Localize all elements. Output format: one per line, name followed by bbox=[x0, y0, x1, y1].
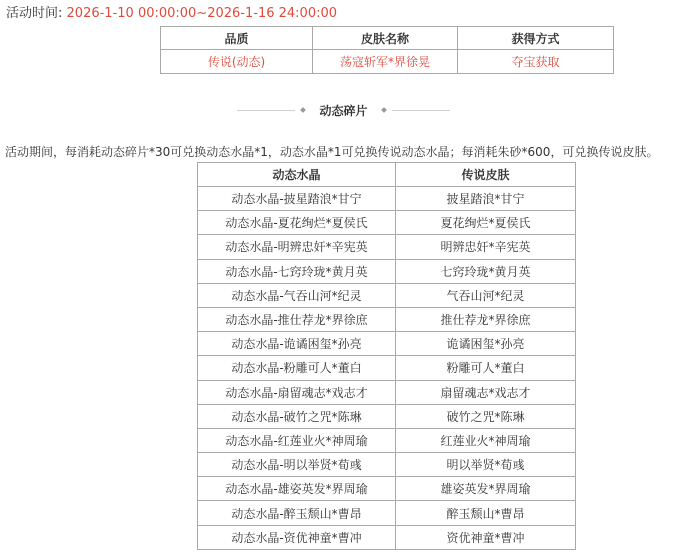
table-row bbox=[198, 525, 576, 549]
cell-legend-skin: 气吞山河*纪灵 bbox=[396, 283, 576, 307]
table-row bbox=[198, 380, 576, 404]
cell-legend-skin: 推仕荐龙*界徐庶 bbox=[396, 307, 576, 331]
table-row bbox=[198, 404, 576, 428]
table-row bbox=[198, 307, 576, 331]
event-time-value: 2026-1-10 00:00:00~2026-1-16 24:00:00 bbox=[66, 6, 338, 21]
table-row bbox=[198, 283, 576, 307]
event-time-label: 活动时间: bbox=[6, 6, 63, 21]
header-quality: 品质 bbox=[161, 27, 313, 50]
table-row bbox=[198, 187, 576, 211]
cell-legend-skin: 明辨忠奸*辛宪英 bbox=[396, 235, 576, 259]
diamond-icon bbox=[381, 107, 387, 113]
table-row bbox=[198, 259, 576, 283]
header-obtain-method: 获得方式 bbox=[458, 27, 614, 50]
cell-legend-skin: 扇留魂志*戏志才 bbox=[396, 380, 576, 404]
skin-info-table bbox=[160, 26, 614, 74]
cell-crystal: 动态水晶-扇留魂志*戏志才 bbox=[198, 380, 396, 404]
table-header-row bbox=[161, 27, 614, 50]
cell-crystal: 动态水晶-粉雕可人*董白 bbox=[198, 356, 396, 380]
table-row bbox=[198, 332, 576, 356]
diamond-icon bbox=[301, 107, 307, 113]
table-row bbox=[198, 453, 576, 477]
rule-description: 活动期间，每消耗动态碎片*30可兑换动态水晶*1，动态水晶*1可兑换传说动态水晶；每消耗朱砂*600，可兑换传说皮肤。 bbox=[5, 145, 659, 159]
cell-legend-skin: 夏花绚烂*夏侯氏 bbox=[396, 211, 576, 235]
cell-crystal: 动态水晶-披星踏浪*甘宁 bbox=[198, 187, 396, 211]
cell-crystal: 动态水晶-推仕荐龙*界徐庶 bbox=[198, 307, 396, 331]
exchange-table bbox=[197, 162, 576, 550]
cell-crystal: 动态水晶-明以举贤*荀彧 bbox=[198, 453, 396, 477]
cell-legend-skin: 诡谲困玺*孙亮 bbox=[396, 332, 576, 356]
event-time bbox=[6, 5, 337, 23]
section-heading bbox=[0, 100, 687, 120]
cell-legend-skin: 粉雕可人*董白 bbox=[396, 356, 576, 380]
table-row bbox=[198, 501, 576, 525]
table-row bbox=[198, 211, 576, 235]
cell-quality: 传说(动态) bbox=[161, 50, 313, 74]
cell-crystal: 动态水晶-夏花绚烂*夏侯氏 bbox=[198, 211, 396, 235]
cell-crystal: 动态水晶-诡谲困玺*孙亮 bbox=[198, 332, 396, 356]
table-row bbox=[198, 477, 576, 501]
header-legend-skin: 传说皮肤 bbox=[396, 163, 576, 187]
section-title: 动态碎片 bbox=[319, 103, 368, 118]
cell-crystal: 动态水晶-醉玉颓山*曹昂 bbox=[198, 501, 396, 525]
cell-crystal: 动态水晶-资优神童*曹冲 bbox=[198, 525, 396, 549]
divider-line-left bbox=[237, 110, 295, 111]
cell-legend-skin: 破竹之咒*陈琳 bbox=[396, 404, 576, 428]
header-crystal: 动态水晶 bbox=[198, 163, 396, 187]
table-row bbox=[198, 428, 576, 452]
table-row bbox=[198, 356, 576, 380]
cell-legend-skin: 红莲业火*神周瑜 bbox=[396, 428, 576, 452]
cell-legend-skin: 雄姿英发*界周瑜 bbox=[396, 477, 576, 501]
cell-crystal: 动态水晶-七窍玲珑*黄月英 bbox=[198, 259, 396, 283]
cell-obtain-method: 夺宝获取 bbox=[458, 50, 614, 74]
cell-legend-skin: 七窍玲珑*黄月英 bbox=[396, 259, 576, 283]
cell-crystal: 动态水晶-雄姿英发*界周瑜 bbox=[198, 477, 396, 501]
cell-legend-skin: 披星踏浪*甘宁 bbox=[396, 187, 576, 211]
table-row bbox=[198, 235, 576, 259]
cell-crystal: 动态水晶-红莲业火*神周瑜 bbox=[198, 428, 396, 452]
cell-skin-name: 荡寇斩军*界徐晃 bbox=[313, 50, 458, 74]
cell-crystal: 动态水晶-破竹之咒*陈琳 bbox=[198, 404, 396, 428]
divider-line-right bbox=[392, 110, 450, 111]
cell-legend-skin: 醉玉颓山*曹昂 bbox=[396, 501, 576, 525]
cell-crystal: 动态水晶-气吞山河*纪灵 bbox=[198, 283, 396, 307]
cell-crystal: 动态水晶-明辨忠奸*辛宪英 bbox=[198, 235, 396, 259]
cell-legend-skin: 明以举贤*荀彧 bbox=[396, 453, 576, 477]
table-header-row bbox=[198, 163, 576, 187]
table-row bbox=[161, 50, 614, 74]
cell-legend-skin: 资优神童*曹冲 bbox=[396, 525, 576, 549]
header-skin-name: 皮肤名称 bbox=[313, 27, 458, 50]
